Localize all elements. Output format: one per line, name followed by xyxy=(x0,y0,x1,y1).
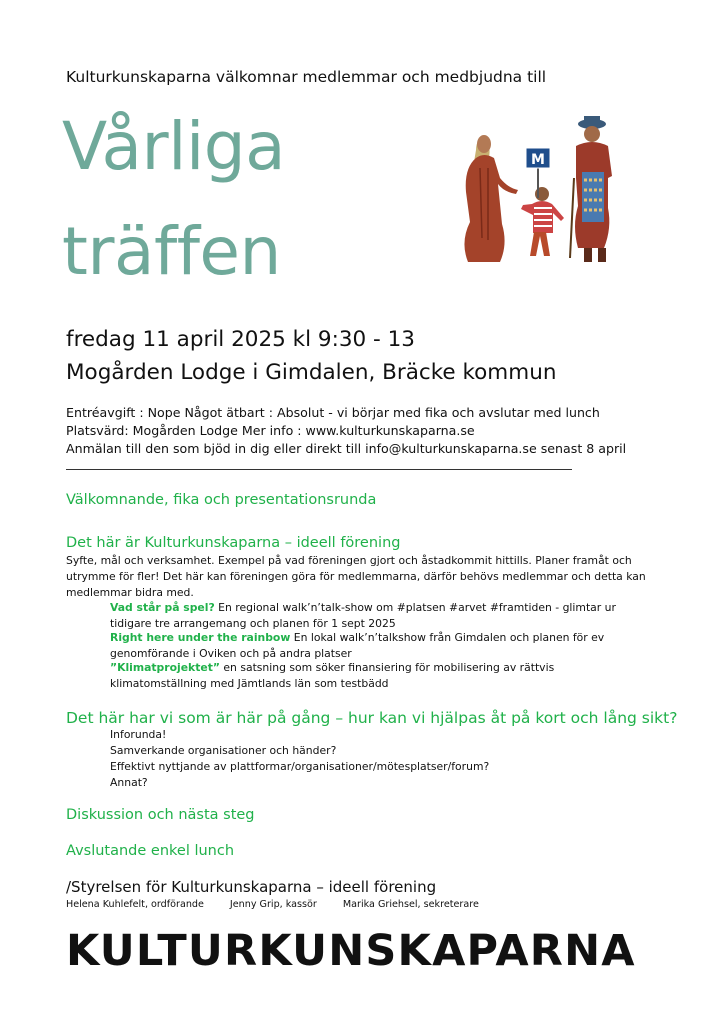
info-signup-line: Anmälan till den som bjöd in dig eller direkt till info@kulturkunskaparna.se senast 8 april xyxy=(66,441,627,456)
elder-figure xyxy=(570,116,612,262)
illustration xyxy=(414,108,642,272)
list-item: Annat? xyxy=(110,776,148,789)
intro-text: Kulturkunskaparna välkomnar medlemmar och medbjudna till xyxy=(66,68,547,86)
title-line-2: träffen xyxy=(62,213,281,290)
agenda-discussion: Diskussion och nästa steg xyxy=(66,807,255,823)
agenda-lunch: Avslutande enkel lunch xyxy=(66,843,235,859)
signature: /Styrelsen för Kulturkunskaparna – ideell förening xyxy=(66,878,437,896)
logo-wordmark: KULTURKUNSKAPARNA xyxy=(66,926,636,976)
project-name: Vad står på spel? xyxy=(110,601,215,614)
ongoing-list xyxy=(110,727,650,791)
agenda-about-body: Syfte, mål och verksamhet. Exempel på vad föreningen gjort och åstadkommit hittills. Planer framåt och utrymme för fler! Det här kan föreningen göra för medlemmarna, därför behövs medlemmar och detta kan medlemmar bidra med. xyxy=(66,554,646,599)
woman-figure xyxy=(464,135,518,262)
project-item xyxy=(110,660,650,692)
info-fee-line: Entréavgift : Nope Något ätbart : Absolut - vi börjar med fika och avslutar med lunch xyxy=(66,405,600,420)
project-text: En regional walk’n’talk-show om #platsen #arvet #framtiden - glimtar ur tidigare tre arrangemang och planen för 1 sept 2025 xyxy=(110,601,616,630)
board-member: Marika Griehsel, sekreterare xyxy=(342,899,479,910)
list-item: Samverkande organisationer och händer? xyxy=(110,744,337,757)
project-item xyxy=(110,600,650,632)
divider xyxy=(66,469,572,470)
agenda-about-heading: Det här är Kulturkunskaparna – ideell förening xyxy=(66,535,401,551)
list-item: Effektivt nyttjande av plattformar/organisationer/mötesplatser/forum? xyxy=(110,760,490,773)
svg-text:M: M xyxy=(531,152,545,168)
board-member: Jenny Grip, kassör xyxy=(229,899,317,910)
event-date: fredag 11 april 2025 kl 9:30 - 13 xyxy=(66,327,415,352)
agenda-welcome: Välkomnande, fika och presentationsrunda xyxy=(66,492,377,508)
board-member: Helena Kuhlefelt, ordförande xyxy=(66,899,204,910)
title-line-1: Vårliga xyxy=(62,108,286,185)
list-item: Inforunda! xyxy=(110,728,167,741)
agenda-ongoing-heading: Det här har vi som är här på gång – hur kan vi hjälpas åt på kort och lång sikt? xyxy=(66,709,678,727)
info-host-line: Platsvärd: Mogården Lodge Mer info : www.kulturkunskaparna.se xyxy=(66,423,475,438)
project-item xyxy=(110,630,650,662)
project-name: ”Klimatprojektet” xyxy=(110,661,220,674)
project-name: Right here under the rainbow xyxy=(110,631,291,644)
project-text: En lokal walk’n’talkshow från Gimdalen och planen för ev genomförande i Oviken och på andra platser xyxy=(110,631,605,660)
board-members xyxy=(66,899,505,910)
child-figure xyxy=(521,187,564,256)
project-text: en satsning som söker finansiering för mobilisering av rättvis klimatomställning med Jämtlands län som testbädd xyxy=(110,661,555,690)
event-venue: Mogården Lodge i Gimdalen, Bräcke kommun xyxy=(66,360,557,385)
